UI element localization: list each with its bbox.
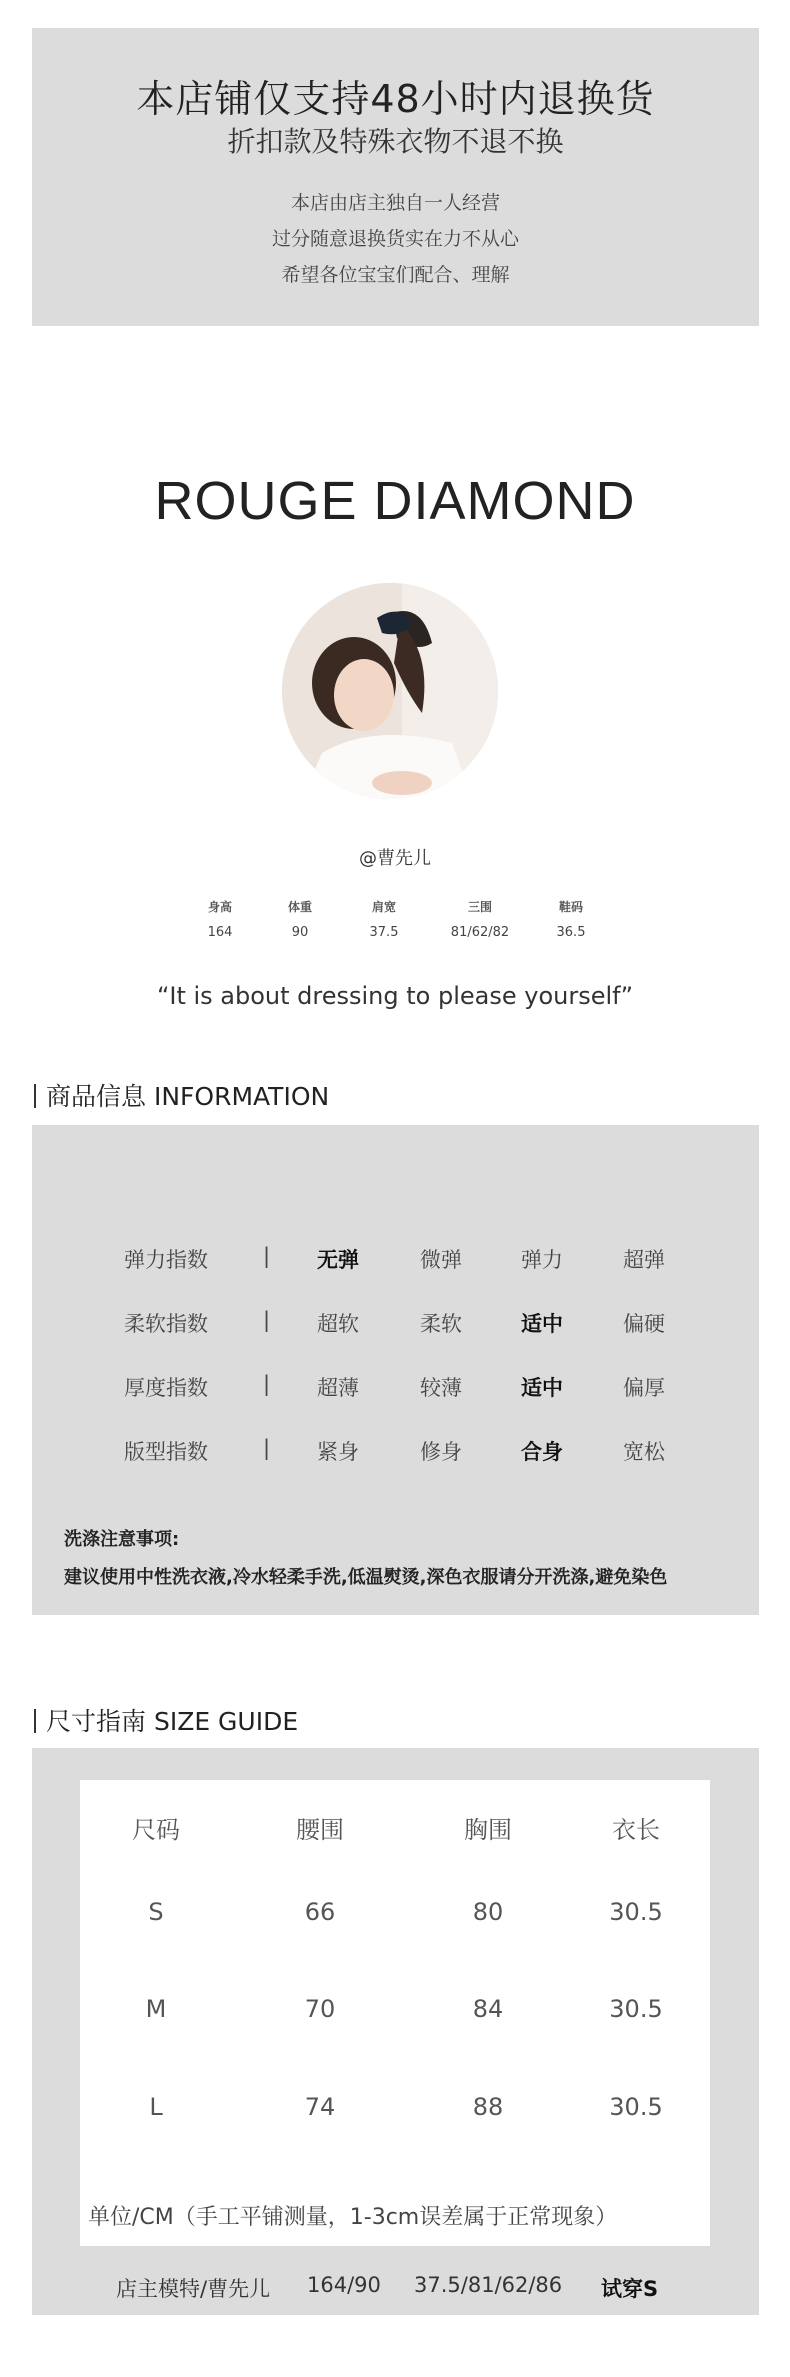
product-info-panel [32, 1125, 759, 1615]
option-selected: 适中 [521, 1376, 563, 1400]
table-header: 腰围 [296, 1816, 344, 1844]
option: 较薄 [420, 1376, 462, 1400]
table-cell: 30.5 [609, 2093, 663, 2121]
table-header: 衣长 [612, 1816, 660, 1844]
return-policy-notice [32, 28, 759, 326]
option-selected: 合身 [521, 1440, 563, 1464]
row-label: 柔软指数 [124, 1312, 208, 1336]
info-row-elasticity [32, 1244, 759, 1274]
table-cell: 70 [304, 1995, 336, 2023]
option: 宽松 [623, 1440, 665, 1464]
info-row-softness [32, 1308, 759, 1338]
info-section-title [34, 1077, 329, 1113]
stat-value: 36.5 [556, 925, 586, 940]
stat-label: 体重 [287, 900, 312, 914]
option: 超软 [317, 1312, 359, 1336]
table-cell: 30.5 [609, 1995, 663, 2023]
stat-label: 肩宽 [371, 900, 396, 914]
footer-fit: 试穿S [601, 2277, 659, 2301]
table-cell: L [149, 2093, 163, 2121]
model-avatar [282, 583, 498, 799]
stat-measurements [440, 898, 520, 940]
table-cell: 66 [304, 1898, 336, 1926]
notice-line: 本店由店主独自一人经营 [290, 192, 500, 214]
option-selected: 无弹 [317, 1248, 359, 1272]
footer-height-weight: 164/90 [307, 2273, 381, 2297]
table-cell: 74 [304, 2093, 336, 2121]
size-title-text: 尺寸指南 SIZE GUIDE [46, 1707, 299, 1736]
size-guide-panel [32, 1748, 759, 2315]
row-label: 弹力指数 [124, 1248, 208, 1272]
table-cell: 80 [472, 1898, 504, 1926]
brand-name: ROUGE DIAMOND [154, 471, 636, 531]
table-header: 胸围 [464, 1816, 512, 1844]
option: 偏厚 [623, 1376, 665, 1400]
notice-line: 希望各位宝宝们配合、理解 [281, 264, 510, 286]
row-separator: | [263, 1372, 271, 1396]
care-instructions: 建议使用中性洗衣液,冷水轻柔手洗,低温熨烫,深色衣服请分开洗涤,避免染色 [64, 1567, 668, 1588]
option: 修身 [420, 1440, 462, 1464]
stat-value: 37.5 [369, 925, 399, 940]
table-cell: M [145, 1995, 167, 2023]
stat-label: 鞋码 [558, 900, 583, 914]
row-label: 厚度指数 [124, 1376, 208, 1400]
table-cell: S [148, 1898, 164, 1926]
unit-note: 单位/CM（手工平铺测量，1-3cm误差属于正常现象） [88, 2205, 618, 2230]
notice-title: 本店铺仅支持48小时内退换货 [136, 77, 655, 121]
stat-weight [260, 898, 340, 940]
option: 微弹 [420, 1248, 462, 1272]
stat-label: 身高 [207, 900, 232, 914]
model-handle: @曹先儿 [359, 848, 431, 869]
table-cell: 88 [472, 2093, 504, 2121]
stat-label: 三围 [467, 900, 492, 914]
title-bar [34, 1709, 36, 1733]
stat-shoulder [344, 898, 424, 940]
option: 弹力 [521, 1248, 563, 1272]
size-section-title [34, 1702, 298, 1738]
info-title-text: 商品信息 INFORMATION [46, 1082, 330, 1111]
row-separator: | [263, 1308, 271, 1332]
notice-subtitle: 折扣款及特殊衣物不退不换 [227, 125, 564, 158]
option: 偏硬 [623, 1312, 665, 1336]
row-separator: | [263, 1436, 271, 1460]
care-title: 洗涤注意事项: [64, 1529, 180, 1550]
table-cell: 84 [472, 1995, 504, 2023]
stat-value: 90 [291, 925, 309, 940]
row-separator: | [263, 1244, 271, 1268]
row-label: 版型指数 [124, 1440, 208, 1464]
table-header: 尺码 [132, 1816, 180, 1844]
model-photo [282, 583, 498, 799]
option: 紧身 [317, 1440, 359, 1464]
table-cell: 30.5 [609, 1898, 663, 1926]
footer-model: 店主模特/曹先儿 [116, 2277, 271, 2301]
info-row-fit [32, 1436, 759, 1466]
option: 超薄 [317, 1376, 359, 1400]
size-table [80, 1780, 710, 2246]
option: 超弹 [623, 1248, 665, 1272]
stat-value: 81/62/82 [450, 925, 510, 940]
stat-shoe-size [531, 898, 611, 940]
brand-quote: “It is about dressing to please yourself” [156, 982, 634, 1010]
stat-height [180, 898, 260, 940]
option: 柔软 [420, 1312, 462, 1336]
option-selected: 适中 [521, 1312, 563, 1336]
footer-measurements: 37.5/81/62/86 [414, 2273, 563, 2297]
title-bar [34, 1084, 36, 1108]
info-row-thickness [32, 1372, 759, 1402]
stat-value: 164 [207, 925, 233, 940]
notice-line: 过分随意退换货实在力不从心 [271, 228, 519, 250]
